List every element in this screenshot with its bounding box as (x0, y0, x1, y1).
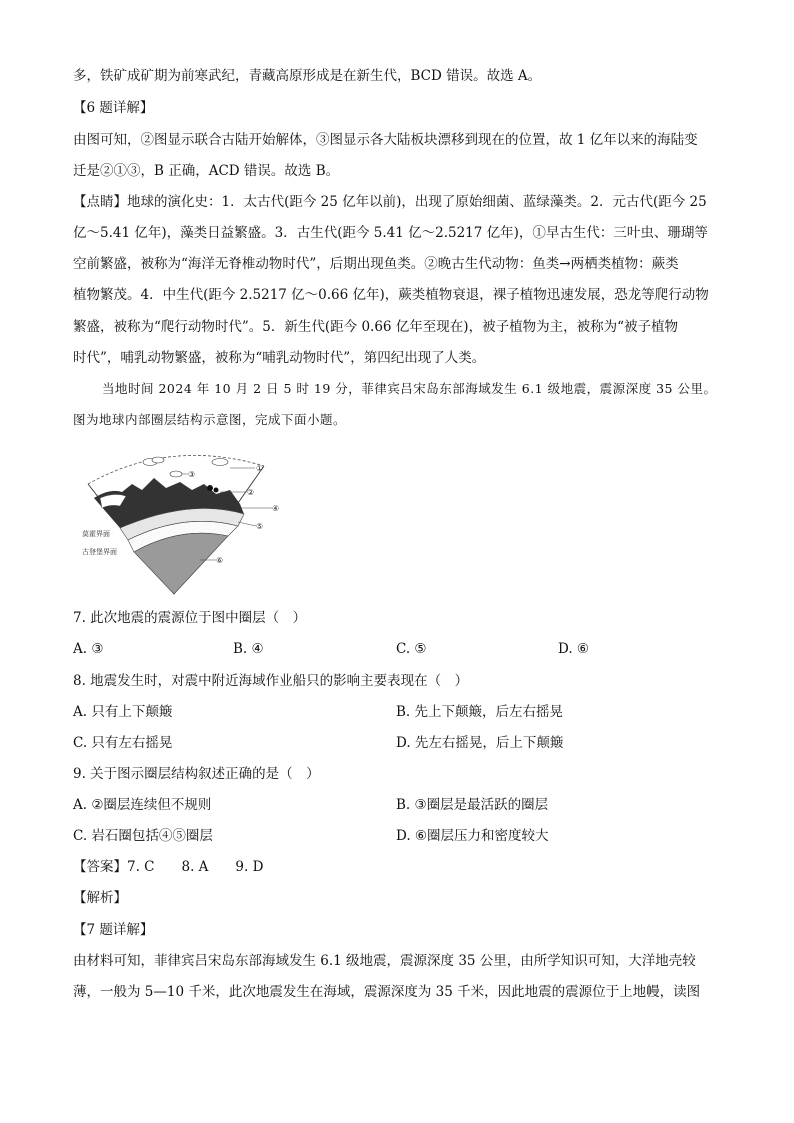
section-heading-6: 【6 题详解】 (73, 100, 154, 116)
q7-option-b: B. ④ (233, 641, 264, 657)
analysis-label: 【解析】 (73, 890, 127, 906)
tip-line: 繁盛，被称为“爬行动物时代”。5．新生代(距今 0.66 亿年至现在)，被子植物为主，被称为“被子植物 (73, 319, 678, 335)
material-line: 当地时间 2024 年 10 月 2 日 5 时 19 分，菲律宾吕宋岛东部海域发生 6.1 级地震，震源深度 35 公里。 (102, 381, 717, 396)
tip-line: 亿～5.41 亿年)，藻类日益繁盛。3．古生代(距今 5.41 亿～2.5217 亿年)，①早古生代：三叶虫、珊瑚等 (73, 225, 708, 241)
q7-option-a: A. ③ (73, 641, 104, 657)
question-7-stem: 7. 此次地震的震源位于图中圈层（ ） (73, 610, 307, 626)
paragraph-line: 多，铁矿成矿期为前寒武纪，青藏高原形成是在新生代，BCD 错误。故选 A。 (73, 68, 542, 84)
paragraph-line: 由图可知，②图显示联合古陆开始解体，③图显示各大陆板块漂移到现在的位置，故 1 亿年以来的海陆变 (73, 132, 698, 148)
q8-option-a: A. 只有上下颠簸 (73, 704, 173, 720)
marker-5: ⑤ (256, 522, 264, 531)
marker-3: ③ (188, 470, 196, 479)
answer-label: 【答案】 (73, 859, 127, 875)
q9-option-b: B. ③圈层是最活跃的圈层 (396, 797, 549, 813)
tip-line: 【点睛】地球的演化史：1．太古代(距今 25 亿年以前)，出现了原始细菌、蓝绿藻类。2．元古代(距今 25 (73, 194, 707, 210)
answer-line (73, 858, 263, 876)
q8-option-d: D. 先左右摇晃，后上下颠簸 (396, 735, 564, 751)
answer-values: 7. C 8. A 9. D (127, 859, 264, 875)
q9-option-a: A. ②圈层连续但不规则 (73, 797, 212, 813)
earth-layers-figure (80, 448, 280, 596)
question-9-stem: 9. 关于图示圈层结构叙述正确的是（ ） (73, 766, 320, 782)
moho-label: 莫霍界面 (82, 530, 110, 538)
marker-4: ④ (272, 504, 280, 513)
section-heading-7: 【7 题详解】 (73, 922, 154, 938)
material-line: 图为地球内部圈层结构示意图，完成下面小题。 (73, 412, 347, 427)
explanation-line: 薄，一般为 5—10 千米，此次地震发生在海域，震源深度为 35 千米，因此地震的震源位于上地幔，读图 (73, 984, 701, 1000)
q7-option-c: C. ⑤ (396, 641, 427, 657)
tip-line: 时代”，哺乳动物繁盛，被称为“哺乳动物时代”，第四纪出现了人类。 (73, 350, 486, 366)
paragraph-line: 迁是②①③，B 正确，ACD 错误。故选 B。 (73, 163, 340, 179)
explanation-line: 由材料可知，菲律宾吕宋岛东部海域发生 6.1 级地震，震源深度 35 公里，由所学知识可知，大洋地壳较 (73, 953, 696, 969)
tip-line: 植物繁茂。4．中生代(距今 2.5217 亿～0.66 亿年)，蕨类植物衰退，裸子植物迅速发展，恐龙等爬行动物 (73, 287, 709, 303)
q9-option-c: C. 岩石圈包括④⑤圈层 (73, 828, 213, 844)
marker-1: ① (256, 464, 264, 473)
tip-line: 空前繁盛，被称为“海洋无脊椎动物时代”，后期出现鱼类。②晚古生代动物：鱼类→两栖类植物：蕨类 (73, 256, 679, 272)
q8-option-b: B. 先上下颠簸，后左右摇晃 (396, 704, 564, 720)
marker-6: ⑥ (216, 556, 224, 565)
q7-option-d: D. ⑥ (558, 641, 590, 657)
q9-option-d: D. ⑥圈层压力和密度较大 (396, 828, 549, 844)
marker-2: ② (247, 488, 255, 497)
question-8-stem: 8. 地震发生时，对震中附近海域作业船只的影响主要表现在（ ） (73, 673, 469, 689)
q8-option-c: C. 只有左右摇晃 (73, 735, 173, 751)
earth-layers-diagram (80, 448, 280, 596)
gutenberg-label: 古登堡界面 (82, 548, 117, 556)
